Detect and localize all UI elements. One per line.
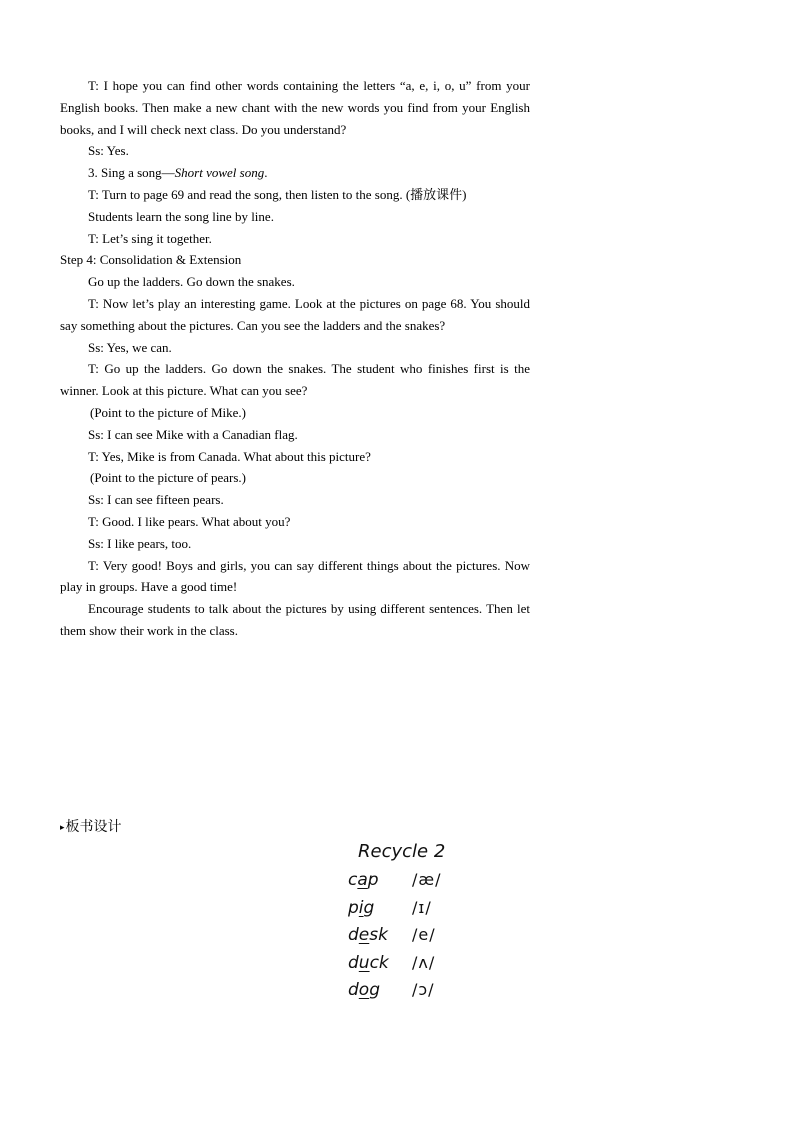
paragraph-point-pears: (Point to the picture of pears.) [90, 470, 246, 486]
paragraph-point-mike: (Point to the picture of Mike.) [90, 404, 246, 420]
paragraph-chant-instructions: T: I hope you can find other words containing the letters “a, e, i, o, u” from your English books. Then make a new chant with the new words you find from your English books, and I will check next class. Do you understand? [60, 78, 530, 137]
paragraph-game-rules: T: Go up the ladders. Go down the snakes. The student who finishes first is the winner. Look at this picture. What can you see? [60, 361, 530, 399]
song-title: Short vowel song [174, 165, 265, 181]
board-word: pig [348, 897, 375, 918]
board-word: cap [348, 870, 379, 890]
paragraph-ss-pears: Ss: I can see fifteen pears. [88, 492, 224, 508]
paragraph-turn-to-page: T: Turn to page 69 and read the song, then listen to the song. (播放课件) [88, 186, 467, 202]
paragraph-game-intro: T: Now let’s play an interesting game. Look at the pictures on page 68. You should say something about the pictures. Can you see the ladders and the snakes? [60, 295, 530, 333]
board-phonetic: /ɪ/ [412, 897, 432, 917]
paragraph-t-canada: T: Yes, Mike is from Canada. What about this picture? [88, 448, 371, 464]
board-row [348, 921, 468, 949]
board-phonetic: /ɔ/ [412, 980, 435, 999]
blackboard-design [348, 838, 468, 1004]
board-row [348, 866, 468, 894]
paragraph-ss-too: Ss: I like pears, too. [88, 535, 192, 551]
vowel-underlined: e [358, 925, 370, 945]
board-design-label: 板书设计 [65, 819, 122, 835]
lesson-text [60, 75, 530, 642]
vowel-underlined: u [358, 952, 370, 973]
vowel-underlined: a [357, 870, 368, 890]
paragraph-t-pears: T: Good. I like pears. What about you? [88, 513, 291, 529]
song-step-prefix: 3. Sing a song— [88, 165, 175, 181]
paragraph-ss-mike: Ss: I can see Mike with a Canadian flag. [88, 426, 298, 442]
board-phonetic: /æ/ [412, 870, 442, 889]
paragraph-ss-yes-we-can: Ss: Yes, we can. [88, 339, 172, 355]
paragraph-encourage: Encourage students to talk about the pictures by using different sentences. Then let them show their work in the class. [60, 601, 530, 638]
song-step-suffix: . [264, 165, 268, 181]
paragraph-game-name: Go up the ladders. Go down the snakes. [88, 274, 295, 290]
board-word: desk [348, 925, 388, 945]
board-row [348, 976, 468, 1004]
paragraph-learn-song: Students learn the song line by line. [88, 208, 274, 224]
paragraph-ss-yes: Ss: Yes. [88, 143, 129, 159]
vowel-underlined: o [358, 980, 370, 1000]
board-row [348, 894, 468, 922]
board-design-heading [60, 816, 122, 836]
paragraph-sing-a-song [60, 162, 530, 184]
triangle-marker-icon: ▸ [60, 823, 65, 833]
board-phonetic: /ʌ/ [412, 952, 436, 972]
board-title: Recycle 2 [358, 841, 446, 862]
paragraph-sing-together: T: Let’s sing it together. [88, 230, 212, 246]
board-word: dog [348, 980, 380, 1000]
paragraph-t-very-good: T: Very good! Boys and girls, you can say different things about the pictures. Now play in groups. Have a good time! [60, 557, 530, 595]
vowel-underlined: i [358, 897, 364, 918]
board-row [348, 949, 468, 977]
step-heading: Step 4: Consolidation & Extension [60, 252, 242, 268]
board-phonetic: /e/ [412, 925, 436, 944]
board-word: duck [348, 952, 389, 973]
